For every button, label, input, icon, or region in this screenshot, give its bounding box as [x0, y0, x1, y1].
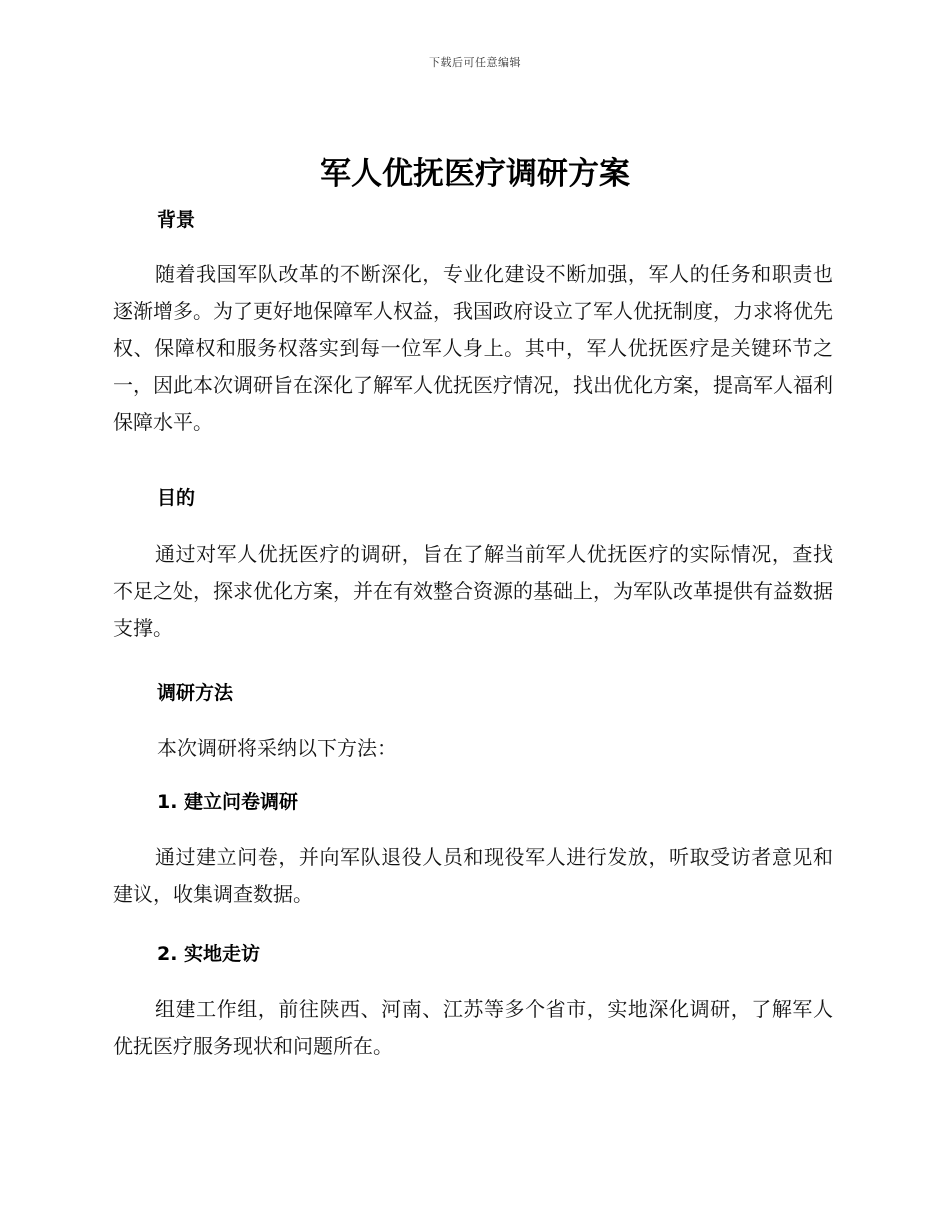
method-heading-survey: 1. 建立问卷调研: [157, 791, 299, 813]
section-heading-purpose: 目的: [157, 487, 196, 509]
paragraph-purpose: 通过对军人优抚医疗的调研，旨在了解当前军人优抚医疗的实际情况，查找不足之处，探求优化方案，并在有效整合资源的基础上，为军队改革提供有益数据支撑。: [113, 542, 833, 640]
section-heading-methods: 调研方法: [157, 682, 234, 704]
document-title: 军人优抚医疗调研方案: [320, 156, 630, 192]
paragraph-method-site-visit: 组建工作组，前往陕西、河南、江苏等多个省市，实地深化调研，了解军人优抚医疗服务现状和问题所在。: [113, 997, 833, 1058]
header-note: 下载后可任意编辑: [429, 56, 521, 69]
method-heading-site-visit: 2. 实地走访: [157, 943, 261, 965]
section-heading-background: 背景: [157, 209, 196, 231]
methods-intro: 本次调研将采纳以下方法：: [157, 736, 397, 760]
paragraph-background: 随着我国军队改革的不断深化，专业化建设不断加强，军人的任务和职责也逐渐增多。为了更好地保障军人权益，我国政府设立了军人优抚制度，力求将优先权、保障权和服务权落实到每一位军人身上。其中，军人优抚医疗是关键环节之一，因此本次调研旨在深化了解军人优抚医疗情况，找出优化方案，提高军人福利保障水平。: [113, 262, 833, 434]
paragraph-method-survey: 通过建立问卷，并向军队退役人员和现役军人进行发放，听取受访者意见和建议，收集调查数据。: [113, 845, 833, 906]
